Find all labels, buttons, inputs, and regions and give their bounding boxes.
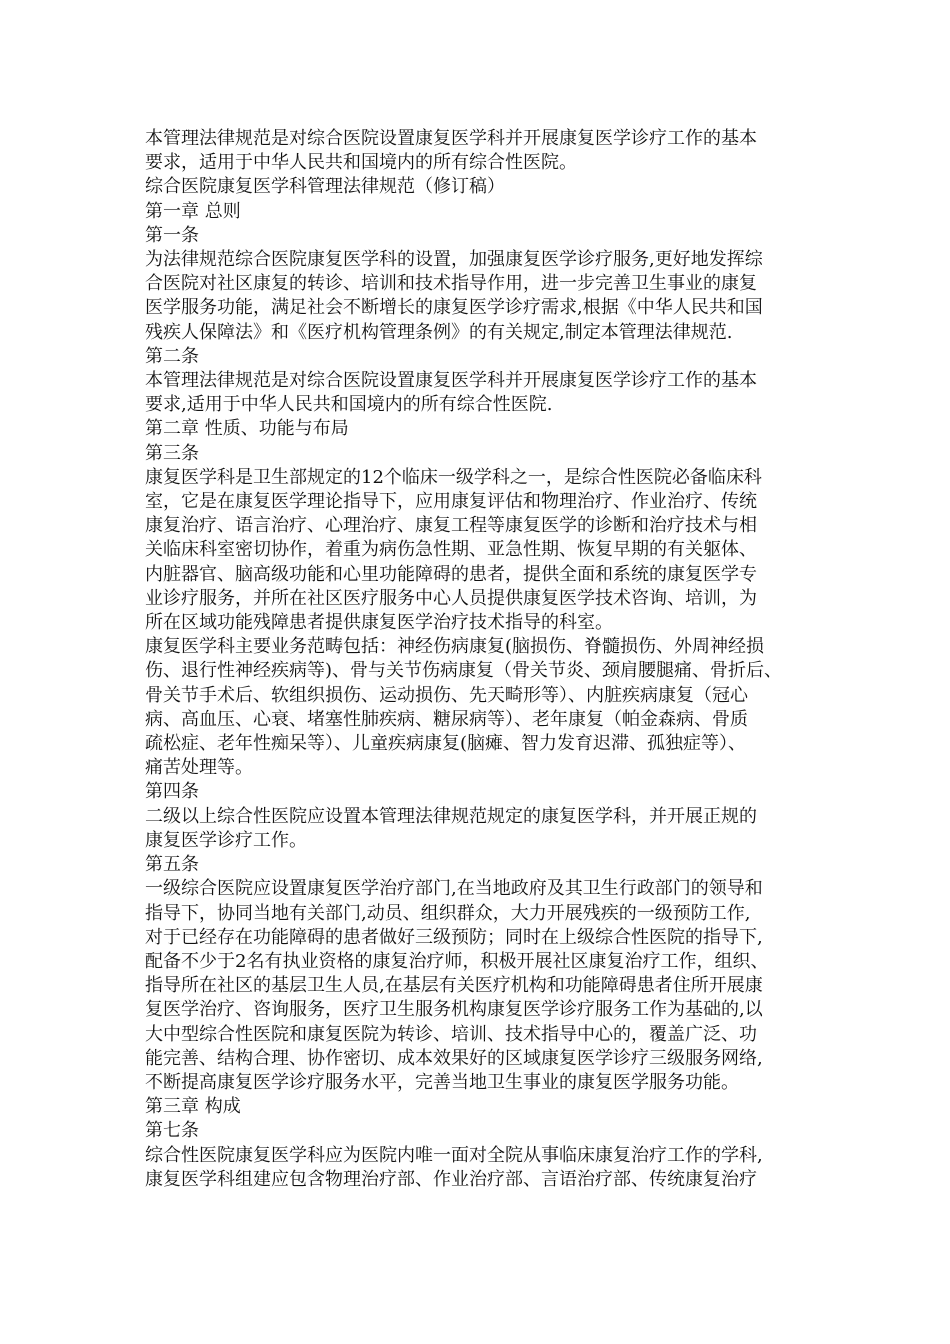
article-3-line-7: 所在区域功能残障患者提供康复医学治疗技术指导的科室。	[145, 612, 613, 634]
scope-line-4: 病、高血压、心衰、堵塞性肺疾病、糖尿病等）、老年康复（帕金森病、骨质	[145, 708, 748, 730]
chapter-1-heading: 第一章 总则	[145, 200, 241, 222]
article-3-heading: 第三条	[145, 442, 199, 464]
document-body	[145, 127, 825, 1192]
article-1-line-4: 残疾人保障法》和《医疗机构管理条例》的有关规定,制定本管理法律规范.	[145, 321, 733, 343]
article-5-line-9: 不断提高康复医学诊疗服务水平，完善当地卫生事业的康复医学服务功能。	[145, 1071, 739, 1093]
article-4-line-2: 康复医学诊疗工作。	[145, 829, 307, 851]
article-3-line-1: 康复医学科是卫生部规定的12个临床一级学科之一，是综合性医院必备临床科	[145, 466, 762, 488]
article-7-line-1: 综合性医院康复医学科应为医院内唯一面对全院从事临床康复治疗工作的学科,	[145, 1144, 763, 1166]
article-7-heading: 第七条	[145, 1120, 199, 1142]
document-title: 综合医院康复医学科管理法律规范（修订稿）	[145, 176, 505, 198]
article-2-line-2: 要求,适用于中华人民共和国境内的所有综合性医院.	[145, 394, 553, 416]
scope-line-3: 骨关节手术后、软组织损伤、运动损伤、先天畸形等）、内脏疾病康复（冠心	[145, 684, 748, 706]
article-1-line-3: 医学服务功能，满足社会不断增长的康复医学诊疗需求,根据《中华人民共和国	[145, 297, 763, 319]
article-3-line-6: 业诊疗服务，并所在社区医疗服务中心人员提供康复医学技术咨询、培训，为	[145, 587, 757, 609]
article-2-heading: 第二条	[145, 345, 199, 367]
article-5-line-4: 配备不少于2名有执业资格的康复治疗师，积极开展社区康复治疗工作，组织、	[145, 950, 769, 972]
scope-line-5: 疏松症、老年性痴呆等）、儿童疾病康复(脑瘫、智力发育迟滞、孤独症等）、	[145, 733, 747, 755]
article-3-line-4: 关临床科室密切协作，着重为病伤急性期、亚急性期、恢复早期的有关躯体、	[145, 539, 757, 561]
article-3-line-3: 康复治疗、语言治疗、心理治疗、康复工程等康复医学的诊断和治疗技术与相	[145, 515, 757, 537]
article-4-heading: 第四条	[145, 781, 199, 803]
article-3-line-2: 室，它是在康复医学理论指导下，应用康复评估和物理治疗、作业治疗、传统	[145, 491, 757, 513]
article-1-heading: 第一条	[145, 224, 199, 246]
chapter-3-heading: 第三章 构成	[145, 1096, 241, 1118]
intro-line-1: 本管理法律规范是对综合医院设置康复医学科并开展康复医学诊疗工作的基本	[145, 128, 757, 149]
article-5-line-2: 指导下，协同当地有关部门,动员、组织群众，大力开展残疾的一级预防工作,	[145, 902, 751, 924]
article-1-line-2: 合医院对社区康复的转诊、培训和技术指导作用，进一步完善卫生事业的康复	[145, 273, 757, 295]
article-5-line-6: 复医学治疗、咨询服务，医疗卫生服务机构康复医学诊疗服务工作为基础的,以	[145, 999, 763, 1021]
chapter-2-heading: 第二章 性质、功能与布局	[145, 418, 349, 440]
article-5-heading: 第五条	[145, 854, 199, 876]
article-5-line-7: 大中型综合性医院和康复医院为转诊、培训、技术指导中心的，覆盖广泛、功	[145, 1023, 757, 1045]
article-4-line-1: 二级以上综合性医院应设置本管理法律规范规定的康复医学科，并开展正规的	[145, 805, 757, 827]
article-5-line-8: 能完善、结构合理、协作密切、成本效果好的区域康复医学诊疗三级服务网络,	[145, 1047, 763, 1069]
scope-line-6: 痛苦处理等。	[145, 757, 253, 779]
article-3-line-5: 内脏器官、脑高级功能和心里功能障碍的患者，提供全面和系统的康复医学专	[145, 563, 757, 585]
scope-line-2: 伤、退行性神经疾病等)、骨与关节伤病康复（骨关节炎、颈肩腰腿痛、骨折后、	[145, 660, 783, 682]
article-5-line-3: 对于已经存在功能障碍的患者做好三级预防；同时在上级综合性医院的指导下,	[145, 926, 763, 948]
article-5-line-5: 指导所在社区的基层卫生人员,在基层有关医疗机构和功能障碍患者住所开展康	[145, 975, 763, 997]
article-5-line-1: 一级综合医院应设置康复医学治疗部门,在当地政府及其卫生行政部门的领导和	[145, 878, 763, 900]
intro-line-2: 要求，适用于中华人民共和国境内的所有综合性医院。	[145, 152, 577, 174]
article-2-line-1: 本管理法律规范是对综合医院设置康复医学科并开展康复医学诊疗工作的基本	[145, 370, 757, 392]
scope-line-1: 康复医学科主要业务范畴包括：神经伤病康复(脑损伤、脊髓损伤、外周神经损	[145, 636, 765, 658]
article-1-line-1: 为法律规范综合医院康复医学科的设置，加强康复医学诊疗服务,更好地发挥综	[145, 249, 763, 271]
article-7-line-2: 康复医学科组建应包含物理治疗部、作业治疗部、言语治疗部、传统康复治疗	[145, 1168, 757, 1190]
